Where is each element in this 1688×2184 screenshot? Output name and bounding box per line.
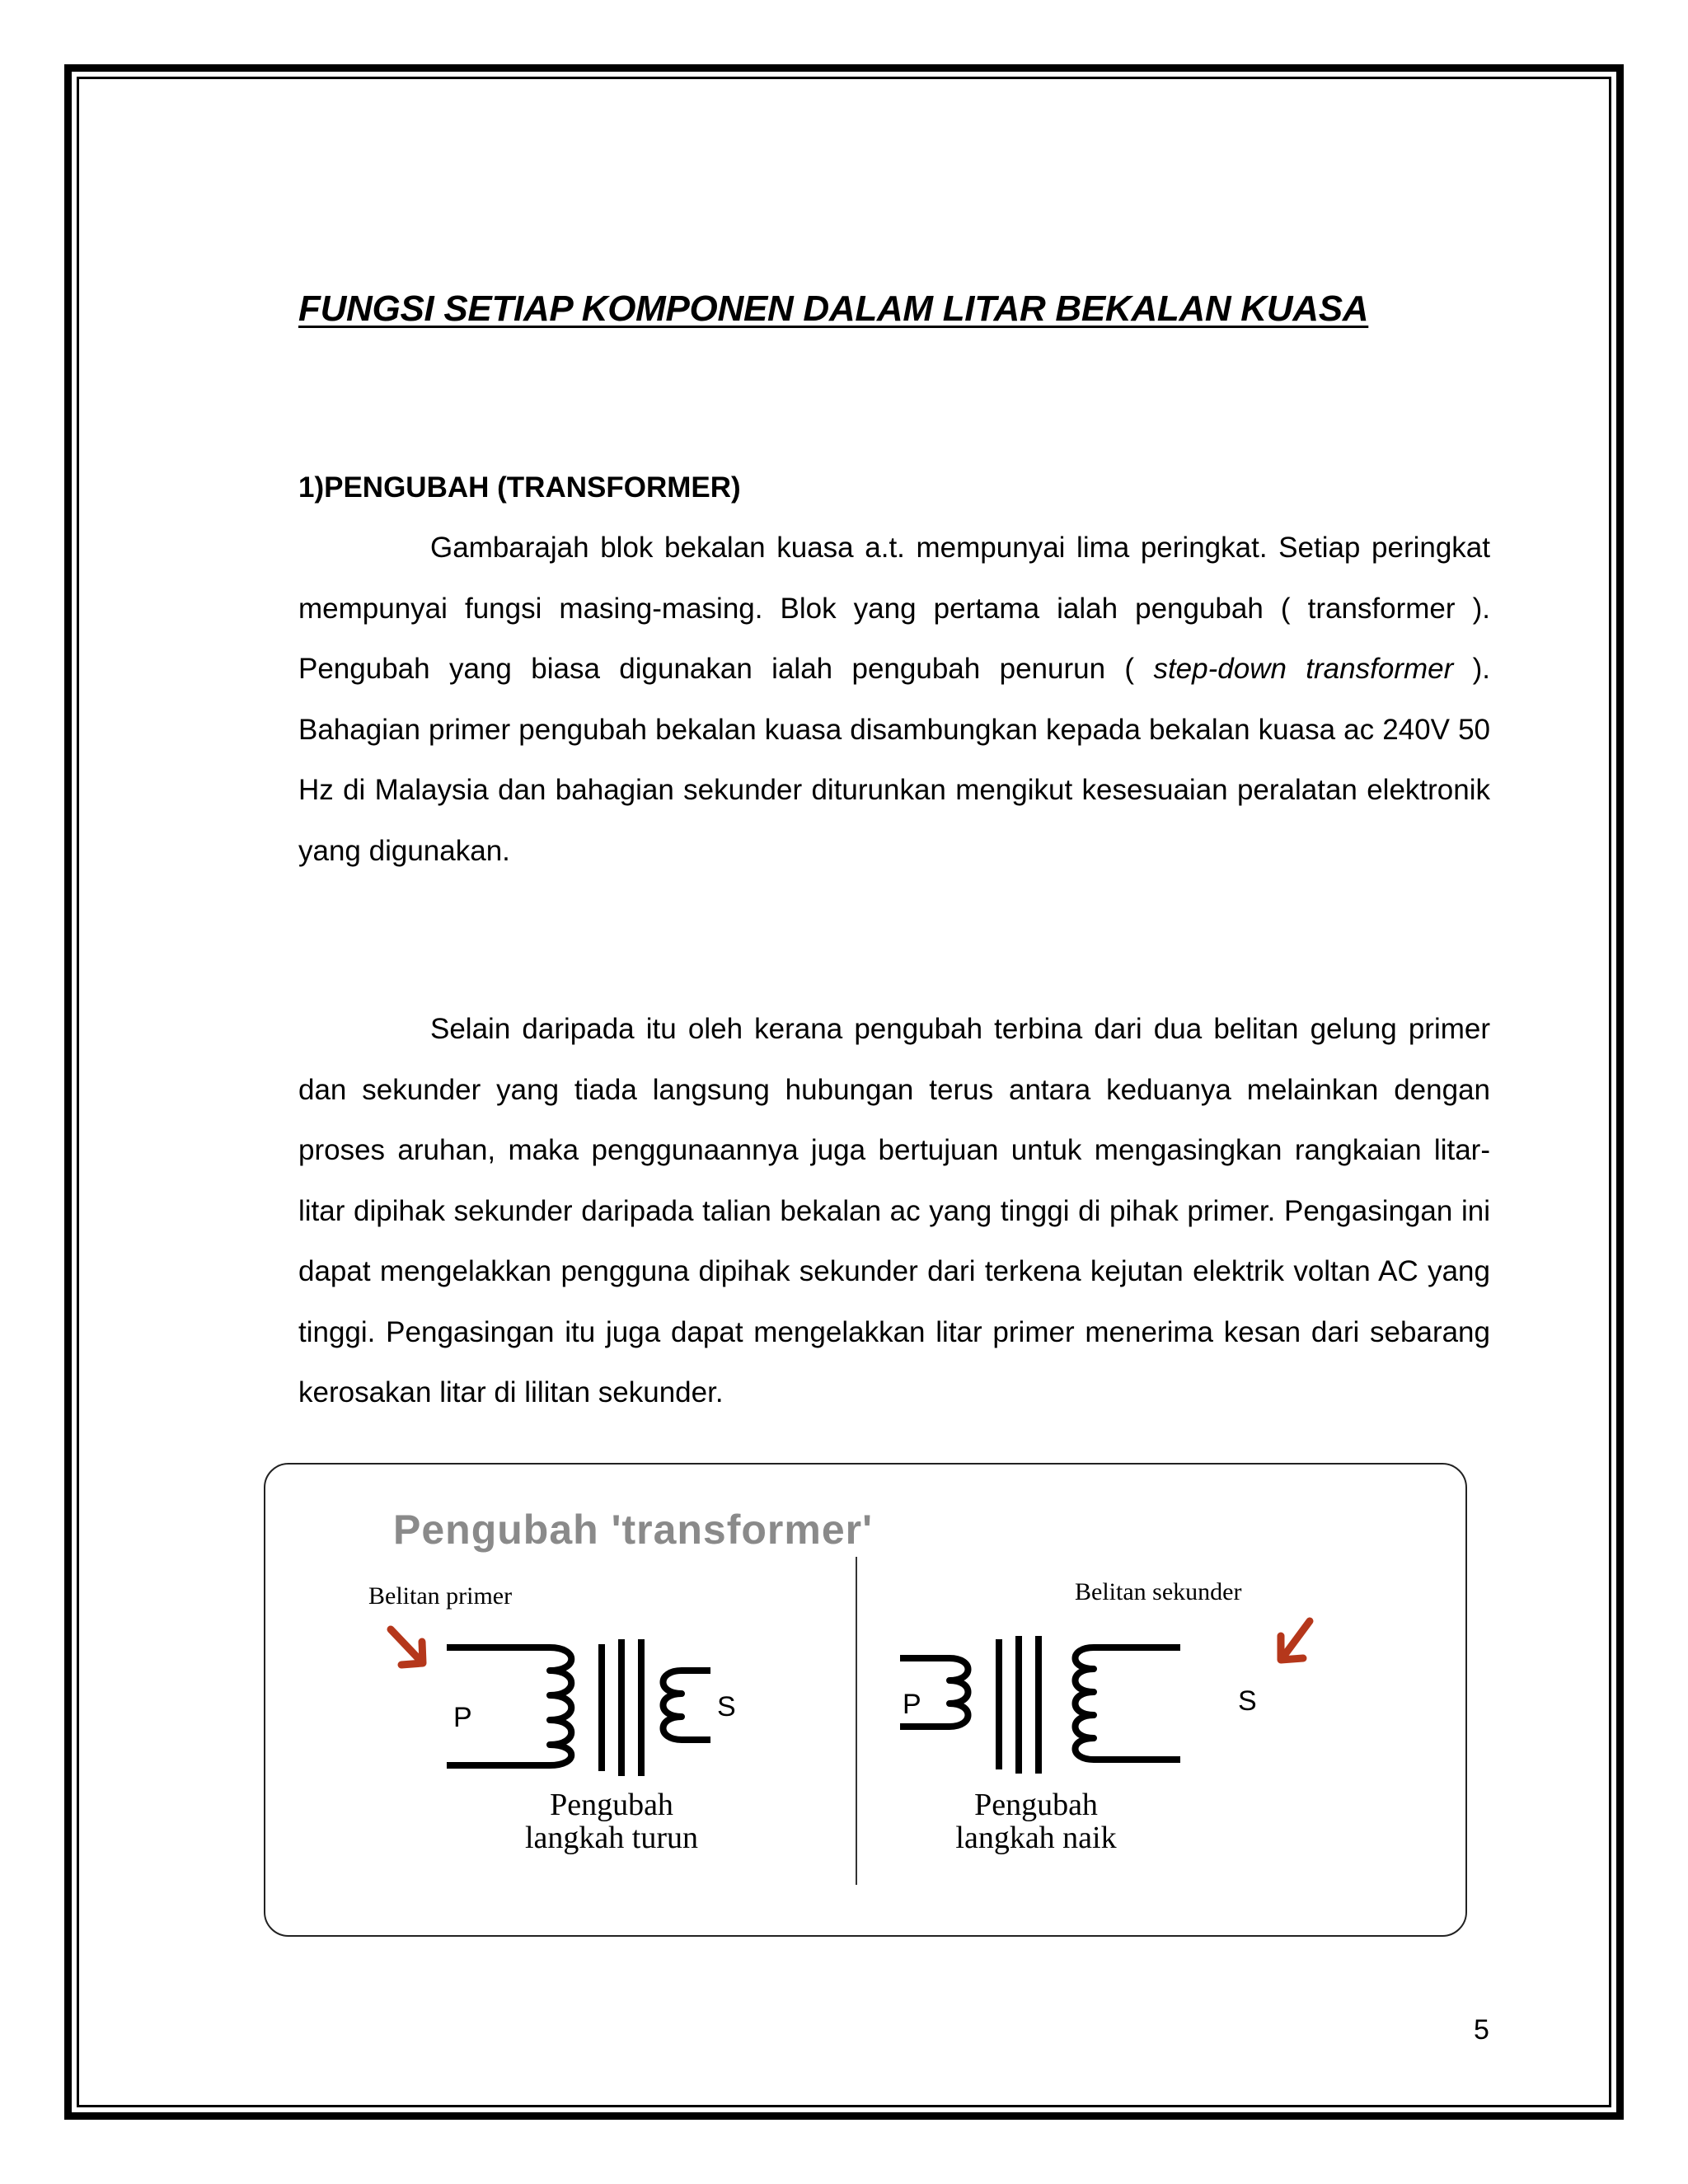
paragraph-2: Selain daripada itu oleh kerana pengubah terbina dari dua belitan gelung primer dan sekunder yang tiada langsung hubungan terus antara keduanya melainkan dengan proses aruhan, maka penggunaannya juga bertujuan untuk mengasingkan rangkaian litar-litar dipihak sekunder daripada talian bekalan ac yang tinggi di pihak primer. Pengasingan ini dapat mengelakkan pengguna dipihak sekunder dari terkena kejutan elektrik voltan AC yang tinggi. Pengasingan itu juga dapat mengelakkan litar primer menerima kesan dari sebarang kerosakan litar di lilitan sekunder. <box>298 1013 1490 1408</box>
step-up-transformer-symbol <box>900 1636 1257 1774</box>
paragraph-1-italic: step-down transformer <box>1153 653 1454 685</box>
figure-title: Pengubah 'transformer' <box>393 1507 873 1553</box>
label-secondary-winding: Belitan sekunder <box>1075 1578 1242 1605</box>
paragraph-1-part1: Gambarajah blok bekalan kuasa a.t. mempunyai lima peringkat. Setiap peringkat mempunyai fungsi masing-masing. Blok yang pertama ialah pengubah ( transformer ). Pengubah yang biasa digunakan ialah pengubah penurun ( <box>298 532 1490 685</box>
page-number: 5 <box>1474 2014 1489 2046</box>
caption-step-down-line1: Pengubah <box>550 1788 673 1822</box>
step-down-transformer-symbol <box>447 1639 736 1776</box>
label-primary-winding: Belitan primer <box>368 1582 513 1610</box>
paragraph-1 <box>298 518 1490 881</box>
page-title: FUNGSI SETIAP KOMPONEN DALAM LITAR BEKALAN KUASA <box>298 288 1369 329</box>
caption-step-up-line1: Pengubah <box>974 1788 1098 1822</box>
right-coil-s-label: S <box>1238 1685 1257 1717</box>
left-coil-p-label: P <box>453 1702 472 1733</box>
caption-step-down <box>471 1788 752 1854</box>
caption-step-down-line2: langkah turun <box>524 1821 698 1855</box>
arrow-primary-icon <box>391 1629 423 1665</box>
section-heading: 1)PENGUBAH (TRANSFORMER) <box>298 471 741 504</box>
right-secondary-coil <box>1076 1647 1181 1760</box>
paragraph-1-part2: ). Bahagian primer pengubah bekalan kuasa disambungkan kepada bekalan kuasa ac 240V 50 Hz di Malaysia dan bahagian sekunder diturunkan mengikut kesesuaian peralatan elektronik yang digunakan. <box>298 653 1491 867</box>
right-coil-p-label: P <box>903 1689 921 1720</box>
left-coil-s-label: S <box>717 1691 736 1722</box>
transformer-diagram <box>265 1465 1469 1938</box>
caption-step-up-line2: langkah naik <box>955 1821 1117 1855</box>
transformer-figure <box>264 1463 1467 1937</box>
caption-step-up <box>896 1788 1176 1854</box>
arrow-secondary-icon <box>1281 1621 1310 1660</box>
left-secondary-coil <box>663 1671 711 1740</box>
